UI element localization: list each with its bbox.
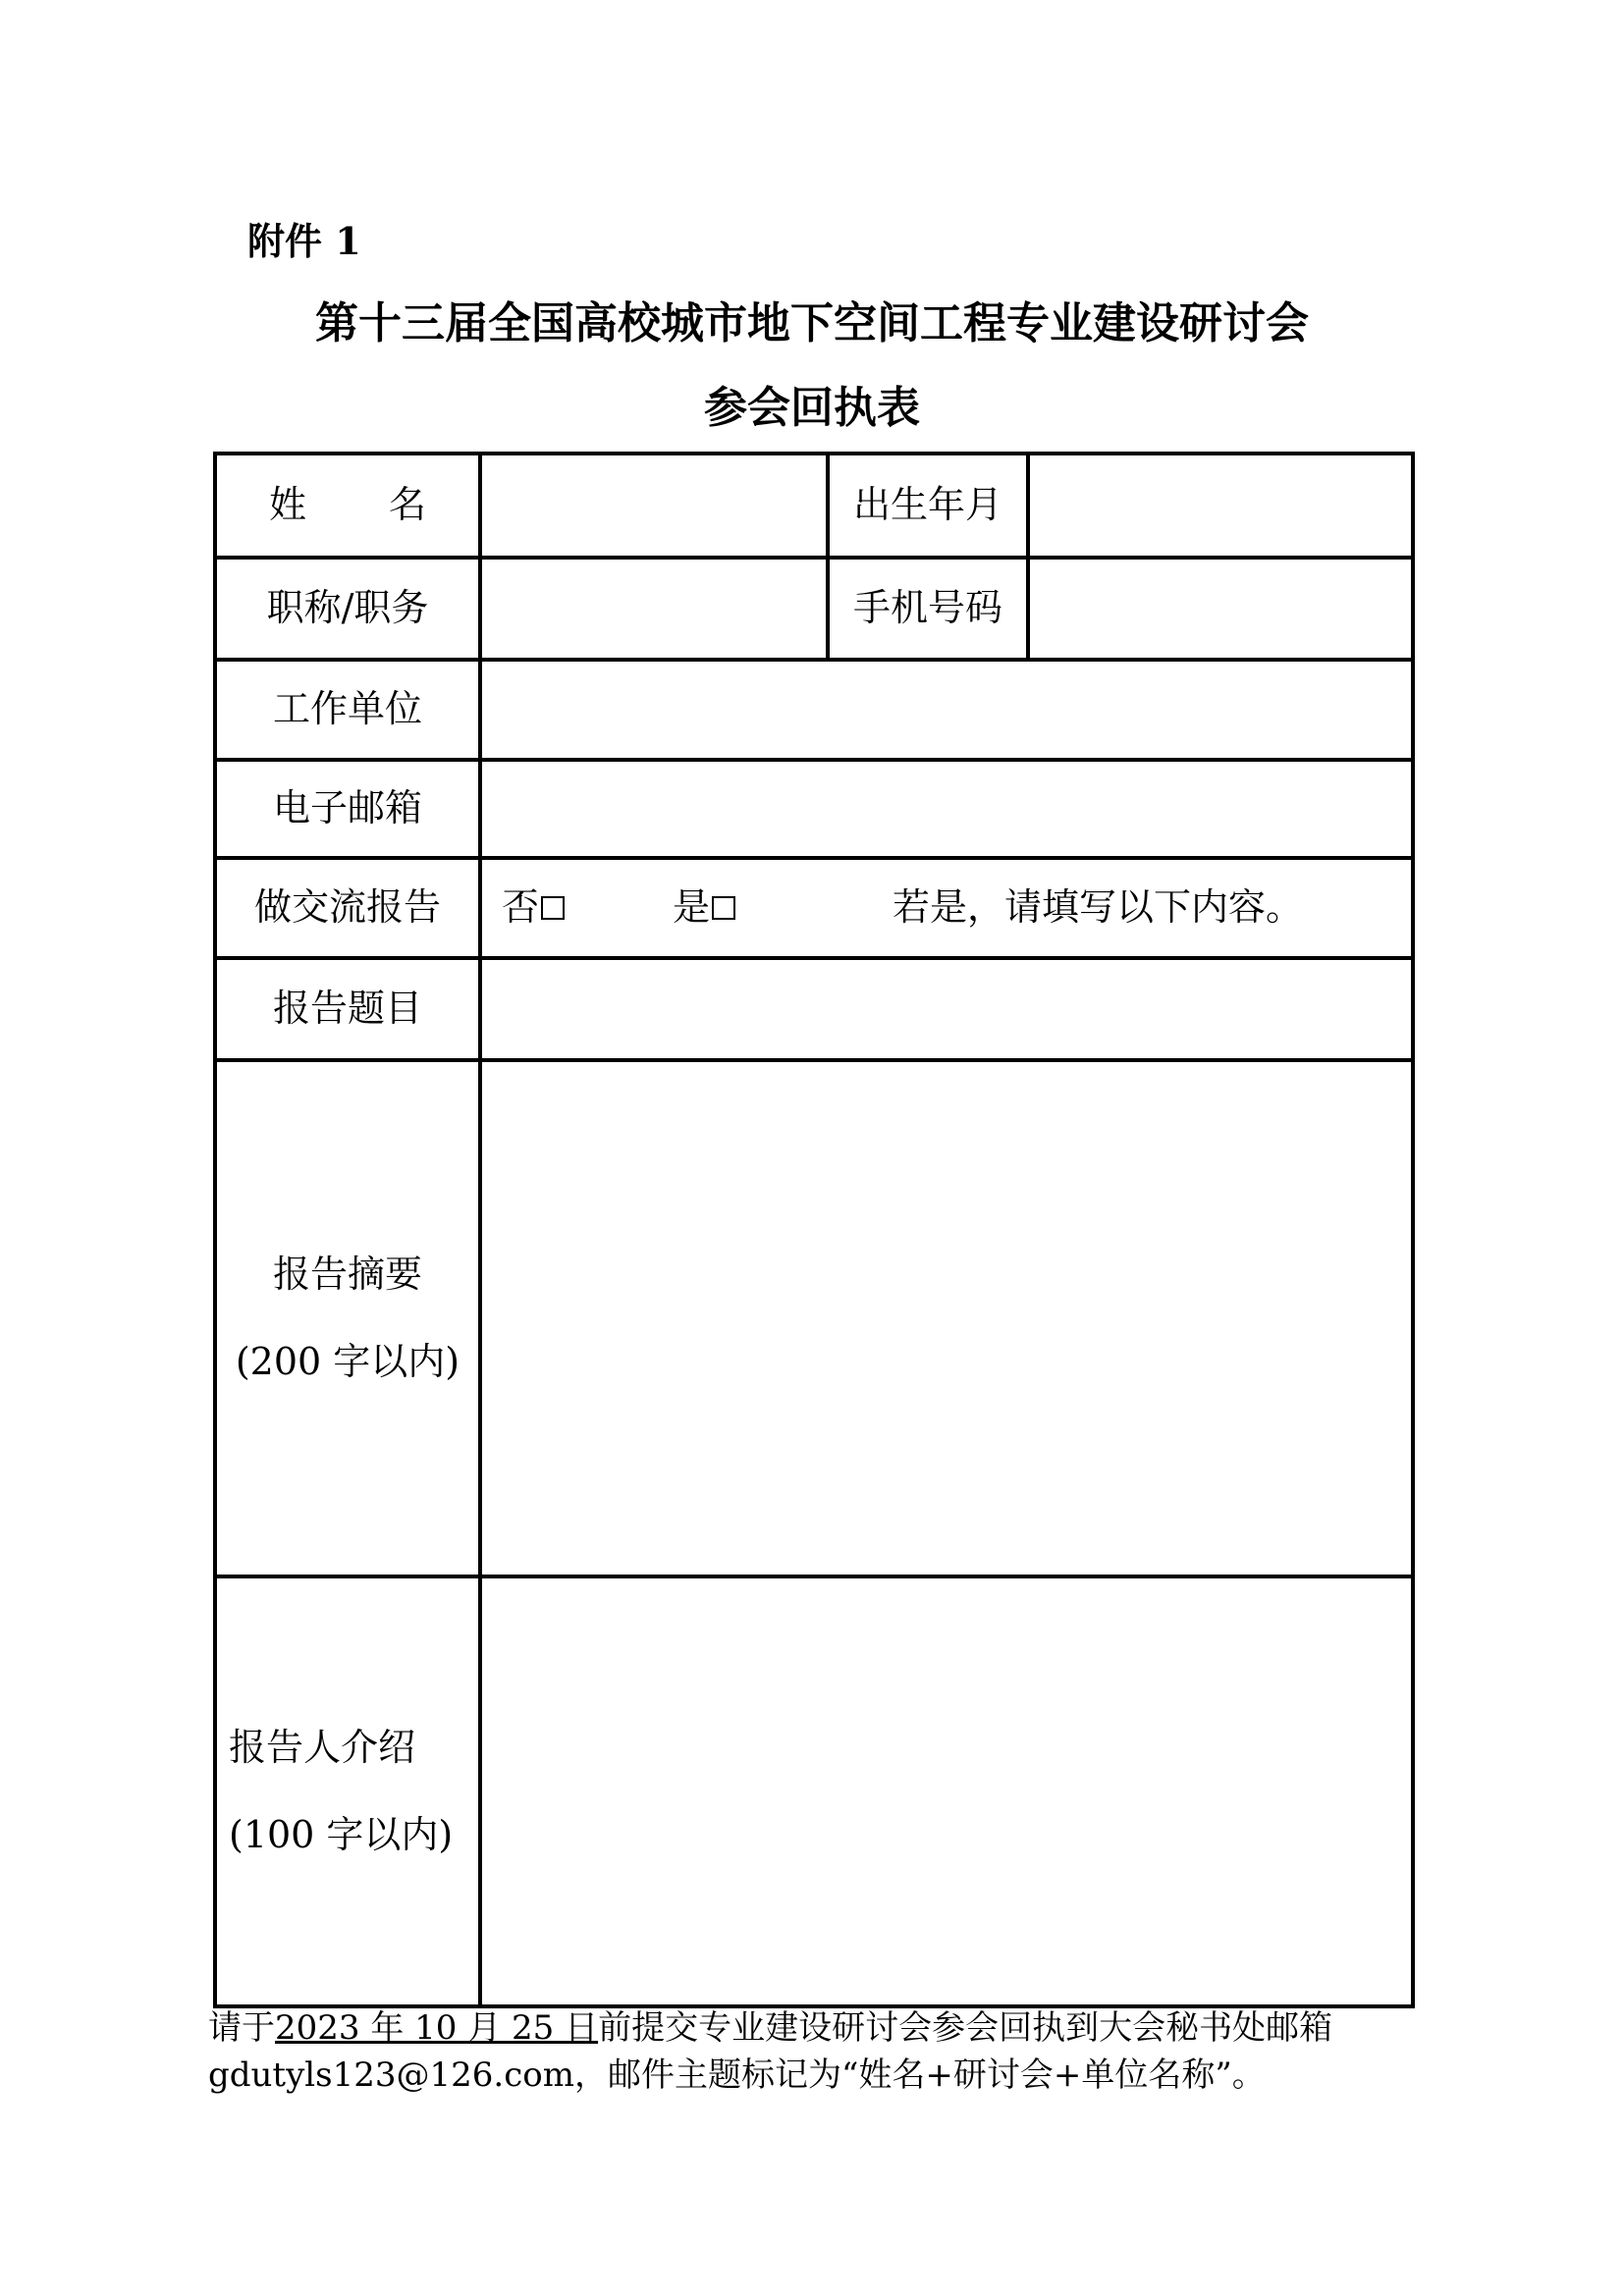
form-row-title-phone [215,558,1413,660]
submission-note-line1 [208,2004,1435,2052]
report-no-label: 否 [502,885,540,930]
submission-note-line2 [208,2052,1435,2099]
form-row-name [215,454,1413,558]
report-label-cell [215,858,480,958]
form-row-report-title [215,958,1413,1060]
form-row-speaker-intro [215,1576,1413,2006]
secretariat-email[interactable]: gdutyls123@126.com [208,2056,574,2095]
form-row-employer [215,660,1413,760]
report-options [494,883,1399,932]
name-field[interactable] [480,454,828,558]
report-yes-label: 是 [673,885,711,930]
form-row-report [215,858,1413,958]
page-title: 第十三届全国高校城市地下空间工程专业建设研讨会 [315,298,1309,348]
birth-field[interactable] [1028,454,1413,558]
birth-label-cell [828,454,1028,558]
form-row-abstract [215,1060,1413,1576]
abstract-label-cell [215,1060,480,1576]
report-no-checkbox[interactable] [541,896,565,920]
email-label-cell [215,760,480,858]
registration-form-table [213,452,1415,2008]
title-position-label-cell [215,558,480,660]
form-row-email [215,760,1413,858]
deadline-date: 2023 年 10 月 25 日 [275,2008,599,2048]
email-label: 电子邮箱 [272,786,422,830]
abstract-field[interactable] [480,1060,1413,1576]
attachment-label: 附件 1 [247,219,361,263]
report-title-label-cell [215,958,480,1060]
name-label: 姓 名 [269,483,426,527]
birth-label: 出生年月 [852,483,1002,527]
report-yes-checkbox[interactable] [712,896,735,920]
report-yes-option[interactable] [673,883,735,932]
email-field[interactable] [480,760,1413,858]
report-label: 做交流报告 [253,885,441,930]
report-title-label: 报告题目 [272,987,422,1031]
speaker-intro-label: 报告人介绍 [229,1725,416,1769]
name-label-cell [215,454,480,558]
speaker-intro-field[interactable] [480,1576,1413,2006]
report-options-cell [480,858,1413,958]
submission-note [208,2004,1435,2099]
abstract-label: 报告摘要 [272,1252,422,1296]
speaker-intro-label-cell [215,1576,480,2006]
employer-label: 工作单位 [272,687,422,731]
note-prefix: 请于 [208,2008,275,2048]
phone-field[interactable] [1028,558,1413,660]
phone-label-cell [828,558,1028,660]
report-title-field[interactable] [480,958,1413,1060]
speaker-intro-limit: (100 字以内) [229,1813,454,1856]
report-no-option[interactable] [502,883,565,932]
employer-field[interactable] [480,660,1413,760]
abstract-limit: (200 字以内) [235,1340,460,1383]
phone-label: 手机号码 [852,586,1002,630]
page-subtitle: 参会回执表 [704,383,920,433]
note-line2-rest: ，邮件主题标记为“姓名+研讨会+单位名称”。 [573,2056,1266,2095]
report-hint: 若是，请填写以下内容。 [893,885,1304,930]
title-position-label: 职称/职务 [266,586,429,630]
note-line1-rest: 前提交专业建设研讨会参会回执到大会秘书处邮箱 [598,2008,1333,2048]
employer-label-cell [215,660,480,760]
title-position-field[interactable] [480,558,828,660]
